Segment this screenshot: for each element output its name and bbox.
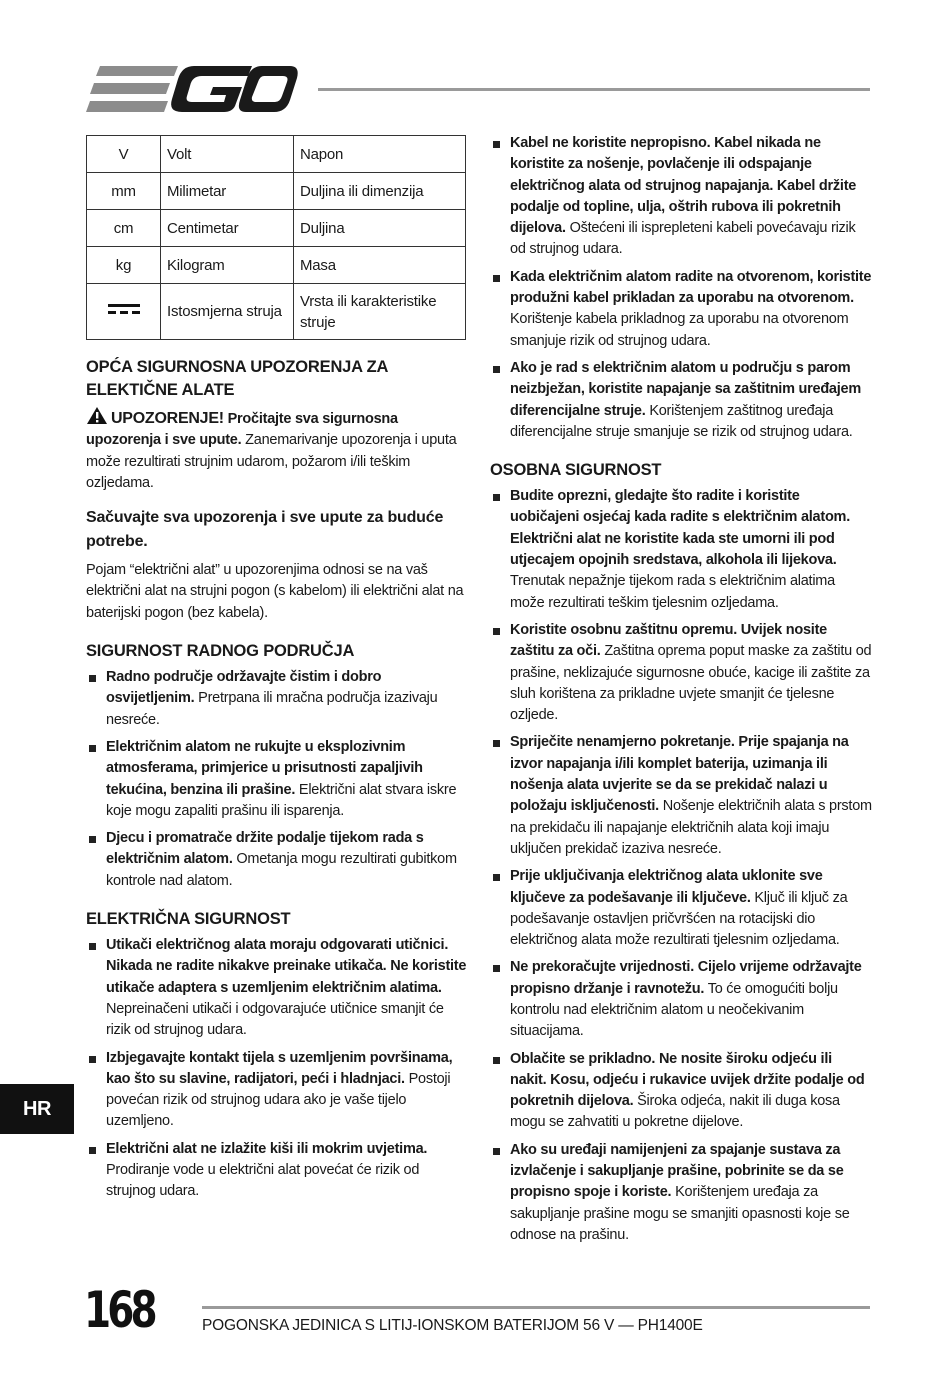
bullet-icon [493,366,500,373]
bullet-icon [89,836,96,843]
list-item [86,1048,468,1133]
symbol-cell: mm [87,173,161,210]
warning-label: UPOZORENJE! [111,410,224,427]
list-item [490,1049,872,1134]
work-area-heading: SIGURNOST RADNOG PODRUČJA [86,642,355,661]
item-bold: Djecu i promatrače držite podalje tijekom rada s električnim alatom. [106,830,424,868]
list-item [490,358,872,443]
item-text: Postoji povećan rizik od strujnog udara ako je vaše tijelo uzemljeno. [106,1070,451,1130]
page-number: 168 [84,1281,154,1339]
item-text: Korištenje kabela prikladnog za uporabu na otvorenom smanjuje rizik od strujnog udara. [510,311,849,349]
list-item [490,866,872,951]
bullet-icon [493,1148,500,1155]
meaning-cell: Duljina [294,210,466,247]
unit-cell: Volt [161,136,294,173]
item-text: Prodiranje vode u električni alat povećat će rizik od strujnog udara. [106,1162,420,1200]
term-definition: Pojam “električni alat” u upozorenjima odnosi se na vaš električni alat na strujni pogon (s kabelom) ili električni alat na baterijski pogon (bez kabela). [86,562,464,621]
bullet-icon [89,675,96,682]
meaning-cell: Duljina ili dimenzija [294,173,466,210]
table-row [87,136,466,173]
list-item [86,935,468,1041]
units-table [86,135,466,340]
warning-paragraph [86,406,468,494]
unit-cell: Milimetar [161,173,294,210]
table-row [87,210,466,247]
item-bold: Budite oprezni, gledajte što radite i koristite uobičajeni osjećaj kada radite s električnim alatom. Električni alat ne koristite kada ste umorni ili pod utjecajem opojnih sredstava, alkohola ili lijekova. [510,488,850,569]
list-item [490,267,872,352]
footer-title: POGONSKA JEDINICA S LITIJ-IONSKOM BATERIJOM 56 V — PH1400E [202,1317,703,1334]
meaning-cell: Napon [294,136,466,173]
list-item [490,486,872,614]
bullet-icon [493,965,500,972]
list-item [490,732,872,860]
item-bold: Prije uključivanja električnog alata uklonite sve ključeve za podešavanje ili ključeve. [510,868,823,906]
bullet-icon [493,1057,500,1064]
general-warnings-heading: OPĆA SIGURNOSNA UPOZORENJA ZA ELEKTIČNE ALATE [86,358,388,399]
unit-cell: Kilogram [161,247,294,284]
warning-bold-text: Pročitajte sva sigurnosna upozorenja i sve upute. [86,411,398,449]
item-text: Oštećeni ili isprepleteni kabeli povećavaju rizik od strujnog udara. [510,220,856,258]
left-column [86,135,468,1209]
list-item [490,620,872,726]
symbol-cell [87,284,161,340]
item-bold: Radno područje održavajte čistim i dobro osvijetljenim. [106,669,382,707]
list-item [86,667,468,731]
bullet-icon [89,1147,96,1154]
header-rule [318,88,870,91]
unit-cell: Centimetar [161,210,294,247]
symbol-cell: V [87,136,161,173]
table-row [87,173,466,210]
personal-safety-heading: OSOBNA SIGURNOST [490,461,662,480]
item-text: Trenutak nepažnje tijekom rada s električnim alatima može rezultirati teškim tjelesnim ozljedama. [510,573,835,611]
meaning-cell: Masa [294,247,466,284]
warning-triangle-icon [86,406,108,425]
table-row [87,247,466,284]
list-item [86,1139,468,1203]
bullet-icon [493,874,500,881]
electrical-safety-list [86,935,468,1203]
bullet-icon [493,275,500,282]
item-text: Korištenjem zaštitnog uređaja diferencijalne struje smanjuje se rizik od strujnog udara. [510,402,853,440]
item-bold: Električni alat ne izlažite kiši ili mokrim uvjetima. [106,1140,428,1157]
direct-current-icon [107,302,141,316]
item-bold: Električnim alatom ne rukujte u eksplozivnim atmosferama, primjerice u prisutnosti zapaljivih tekućina, benzina ili prašine. [106,738,423,798]
table-row [87,284,466,340]
bullet-icon [493,494,500,501]
item-bold: Oblačite se prikladno. Ne nosite široku odjeću ili nakit. Kosu, odjeću i rukavice uvijek držite podalje od pokretnih dijelova. [510,1050,865,1110]
save-instructions-heading: Sačuvajte sva upozorenja i sve upute za buduće potrebe. [86,509,444,551]
item-text: To će omogućiti bolju kontrolu nad električnim alatom u neočekivanim situacijama. [510,980,838,1040]
footer-rule [202,1306,870,1309]
item-bold: Utikači električnog alata moraju odgovarati utičnici. Nikada ne radite nikakve preinake utikača. Ne koristite utikače adaptera s uzemljenim električnim alatima. [106,937,467,996]
item-text: Pretrpana ili mračna područja izazivaju nesreće. [106,690,438,728]
meaning-cell: Vrsta ili karakteristike struje [294,284,466,340]
bullet-icon [493,141,500,148]
item-bold: Ako je rad s električnim alatom u području s parom neizbježan, koristite napajanje sa zaštitnim uređajem diferencijalne struje. [510,359,861,419]
list-item [86,828,468,892]
right-column [490,133,872,1252]
item-text: Ključ ili ključ za podešavanje ostavljen pričvršćen na rotacijski dio električnog alata može rezultirati tjelesnim ozljedama. [510,889,848,949]
bullet-icon [89,943,96,950]
warning-text: Zanemarivanje upozorenja i uputa može rezultirati strujnim udarom, požarom i/ili teškim ozljedama. [86,432,457,491]
electrical-safety-heading: ELEKTRIČNA SIGURNOST [86,910,291,929]
personal-safety-list [490,486,872,1246]
item-text: Ometanja mogu rezultirati gubitkom kontrole nad alatom. [106,851,457,889]
list-item [490,957,872,1042]
list-item [86,737,468,822]
item-text: Nepreinačeni utikači i odgovarajuće utičnice smanjit će rizik od strujnog udara. [106,1000,444,1039]
bullet-icon [89,1056,96,1063]
work-area-list [86,667,468,892]
bullet-icon [89,745,96,752]
ego-logo [86,64,298,114]
item-text: Korištenjem uređaja za sakupljanje prašine mogu se smanjiti opasnosti koje se odnose na prašinu. [510,1184,850,1243]
symbol-cell: cm [87,210,161,247]
item-bold: Ako su uređaji namijenjeni za spajanje sustava za izvlačenje i sakupljanje prašine, pobrinite se da se propisno spoje i koriste. [510,1141,844,1201]
list-item [490,133,872,261]
bullet-icon [493,628,500,635]
symbol-cell: kg [87,247,161,284]
item-text: Široka odjeća, nakit ili duga kosa mogu se zahvatiti u pokretne dijelove. [510,1093,840,1131]
language-tab: HR [0,1084,74,1134]
electrical-safety-list-continued [490,133,872,443]
list-item [490,1140,872,1246]
item-bold: Koristite osobnu zaštitnu opremu. Uvijek nosite zaštitu za oči. [510,621,827,660]
item-text: Nošenje električnih alata s prstom na prekidaču ili napajanje električnih alata koji imaju uključen prekidač izaziva nesreće. [510,798,872,857]
unit-cell: Istosmjerna struja [161,284,294,340]
item-bold: Kada električnim alatom radite na otvorenom, koristite produžni kabel prikladan za uporabu na otvorenom. [510,268,872,307]
item-bold: Izbjegavajte kontakt tijela s uzemljenim površinama, kao što su slavine, radijatori, peći i hladnjaci. [106,1049,453,1087]
item-bold: Ne prekoračujte vrijednosti. Cijelo vrijeme održavajte propisno držanje i ravnotežu. [510,959,862,997]
item-text: Električni alat stvara iskre koje mogu zapaliti prašinu ili isparenja. [106,781,457,819]
item-text: Zaštitna oprema poput maske za zaštitu od prašine, neklizajuće sigurnosne obuće, kacige ili zaštite za sluh korištena za prikladne uvjete smanjit će tjelesne ozljede. [510,643,872,724]
item-bold: Spriječite nenamjerno pokretanje. Prije spajanja na izvor napajanja i/ili komplet baterija, uzimanja ili nošenja alata uvjerite se da se prekidač nalazi u položaju isključenosti. [510,734,849,815]
item-bold: Kabel ne koristite nepropisno. Kabel nikada ne koristite za nošenje, povlačenje ili odspajanje električnog alata od strujnog napajanja. Kabel držite podalje od topline, ulja, oštrih rubova ili pokretnih dijelova. [510,135,857,237]
bullet-icon [493,740,500,747]
